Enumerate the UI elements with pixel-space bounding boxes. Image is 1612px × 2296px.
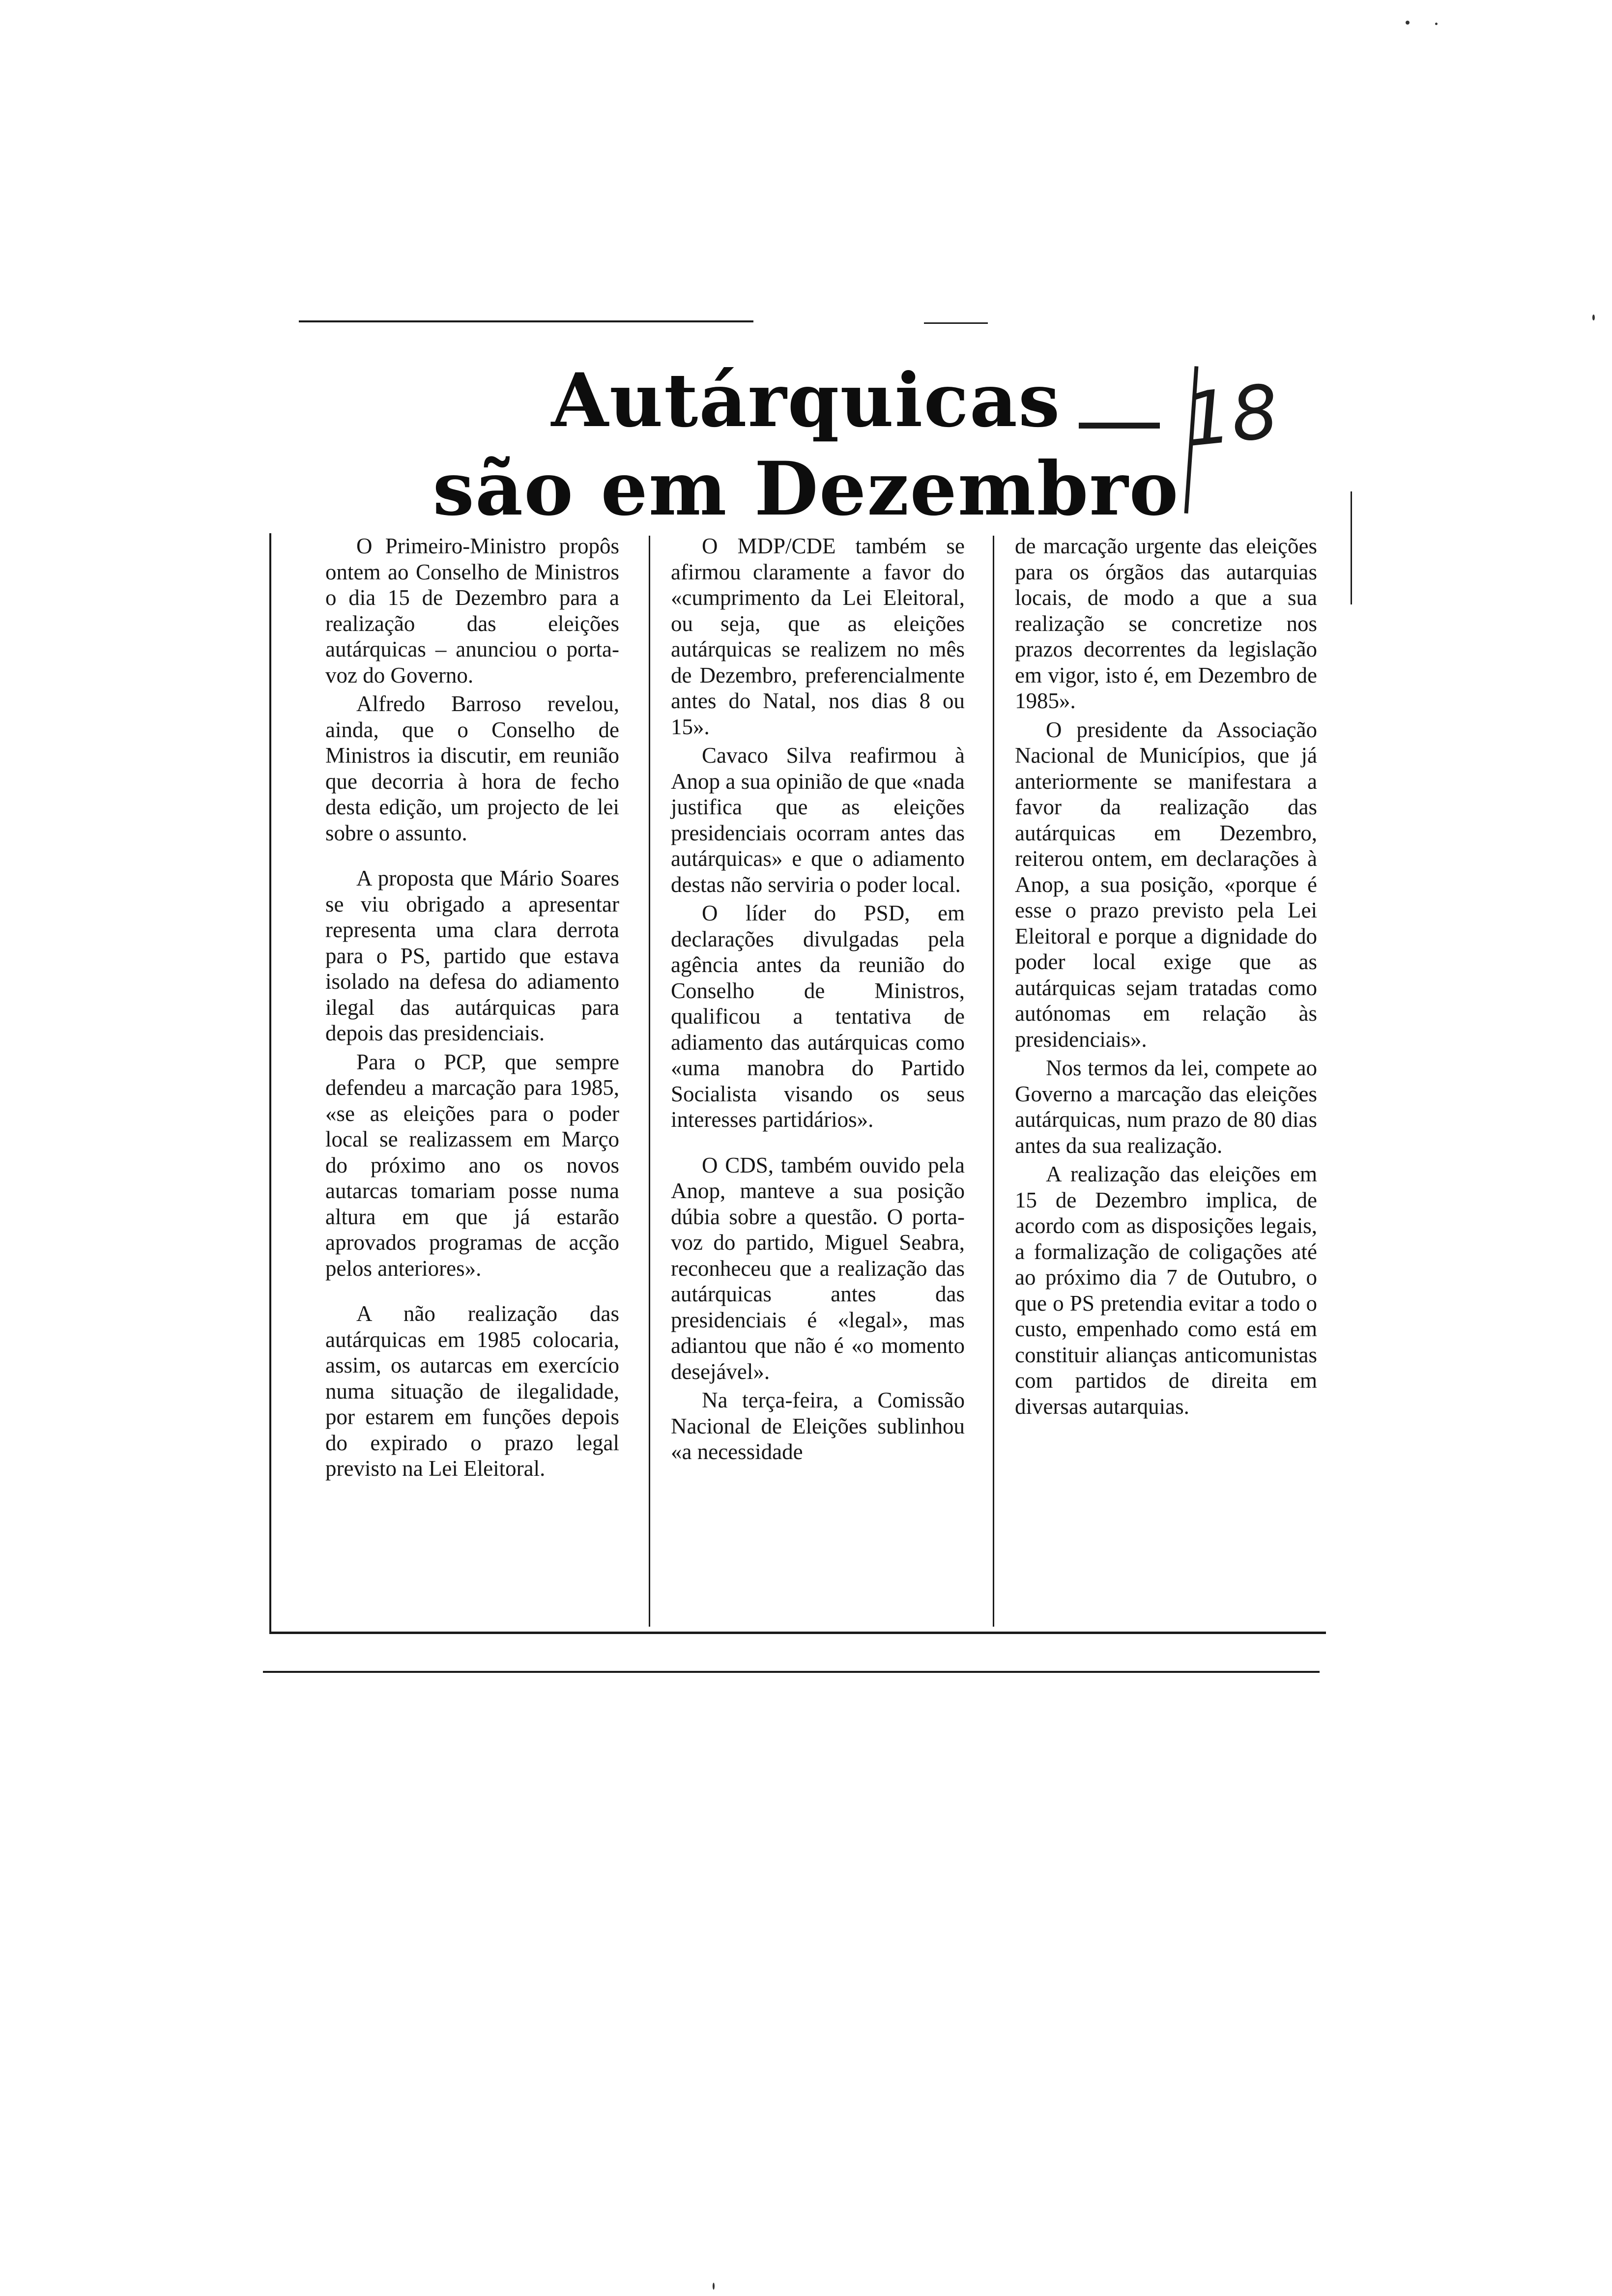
column-2-paragraph-2: Cavaco Silva reafirmou à Anop a sua opinião de que «nada justifica que as eleições presidenciais ocorram antes das autárquicas» e que o adiamento destas não serviria o poder local.	[671, 743, 965, 897]
headline-line-2: são em Dezembro	[432, 446, 1180, 532]
left-border-line	[269, 533, 271, 1634]
column-1-paragraph-5: A não realização das autárquicas em 1985 colocaria, assim, os autarcas em exercício numa situação de ilegalidade, por estarem em funções depois do expirado o prazo legal previsto na Lei Eleitoral.	[325, 1301, 619, 1481]
column-separator-2	[993, 536, 994, 1627]
column-3-paragraph-2: O presidente da Associação Nacional de Municípios, que já anteriormente se manifestara a favor da realização das autárquicas em Dezembro, reiterou ontem, em declarações à Anop, a sua posição, «porque é esse o prazo previsto pela Lei Eleitoral e porque a dignidade do poder local exige que as autárquicas sejam tratadas como autónomas em relação às presidenciais».	[1015, 717, 1317, 1052]
column-2-paragraph-5: Na terça-feira, a Comissão Nacional de Eleições sublinhou «a necessidade	[671, 1388, 965, 1464]
column-1-paragraph-3: A proposta que Mário Soares se viu obrigado a apresentar representa uma clara derrota para o PS, partido que estava isolado na defesa do adiamento ilegal das autárquicas para depois das presidenciais.	[325, 866, 619, 1045]
bottom-border-line	[269, 1632, 1326, 1634]
right-border-line	[1351, 491, 1352, 604]
column-1-paragraph-1: O Primeiro-Ministro propôs ontem ao Conselho de Ministros o dia 15 de Dezembro para a realização das eleições autárquicas – anunciou o porta-voz do Governo.	[325, 534, 619, 688]
article-column-3	[1015, 533, 1317, 1422]
column-2-paragraph-3: O líder do PSD, em declarações divulgadas pela agência antes da reunião do Conselho de Ministros, qualificou a tentativa de adiamento das autárquicas como «uma manobra do Partido Socialista visando os seus interesses partidários».	[671, 901, 965, 1132]
article-column-1	[325, 533, 619, 1485]
column-2-paragraph-4: O CDS, também ouvido pela Anop, manteve a sua posição dúbia sobre a questão. O porta-voz do partido, Miguel Seabra, reconheceu que a realização das autárquicas antes das presidenciais é «legal», mas adiantou que não é «o momento desejável».	[671, 1152, 965, 1384]
scan-speck	[713, 2283, 715, 2290]
scan-speck	[1406, 21, 1410, 25]
column-1-paragraph-4: Para o PCP, que sempre defendeu a marcação para 1985, «se as eleições para o poder local se realizassem em Março do próximo ano os novos autarcas tomariam posse numa altura em que já estarão aprovados programas de acção pelos anteriores».	[325, 1049, 619, 1281]
top-rule-left	[299, 320, 753, 322]
column-2-paragraph-1: O MDP/CDE também se afirmou claramente a favor do «cumprimento da Lei Eleitoral, ou seja, que as eleições autárquicas se realizem no mês de Dezembro, preferencialmente antes do Natal, nos dias 8 ou 15».	[671, 534, 965, 739]
top-rule-right	[924, 322, 988, 324]
headline-dash	[1079, 423, 1160, 429]
column-3-paragraph-1: de marcação urgente das eleições para os órgãos das autarquias locais, de modo a que a sua realização se concretize nos prazos decorrentes da legislação em vigor, isto é, em Dezembro de 1985».	[1015, 534, 1317, 713]
article-column-2	[671, 533, 965, 1468]
headline-line-1: Autárquicas	[551, 357, 1061, 444]
scan-speck	[1592, 315, 1595, 320]
bottom-rule-lower	[263, 1671, 1320, 1673]
column-1-paragraph-2: Alfredo Barroso revelou, ainda, que o Conselho de Ministros ia discutir, em reunião que decorria à hora de fecho desta edição, um projecto de lei sobre o assunto.	[325, 691, 619, 845]
column-3-paragraph-4: A realização das eleições em 15 de Dezembro implica, de acordo com as disposições legais, a formalização de coligações até ao próximo dia 7 de Outubro, o que o PS pretendia evitar a todo o custo, empenhado como está em constituir alianças anticomunistas com partidos de direita em diversas autarquias.	[1015, 1162, 1317, 1419]
column-separator-1	[649, 536, 650, 1627]
scan-speck	[1435, 23, 1438, 25]
column-3-paragraph-3: Nos termos da lei, compete ao Governo a marcação das eleições autárquicas, num prazo de 80 dias antes da sua realização.	[1015, 1056, 1317, 1158]
handwritten-page-number: 18	[1180, 369, 1283, 464]
